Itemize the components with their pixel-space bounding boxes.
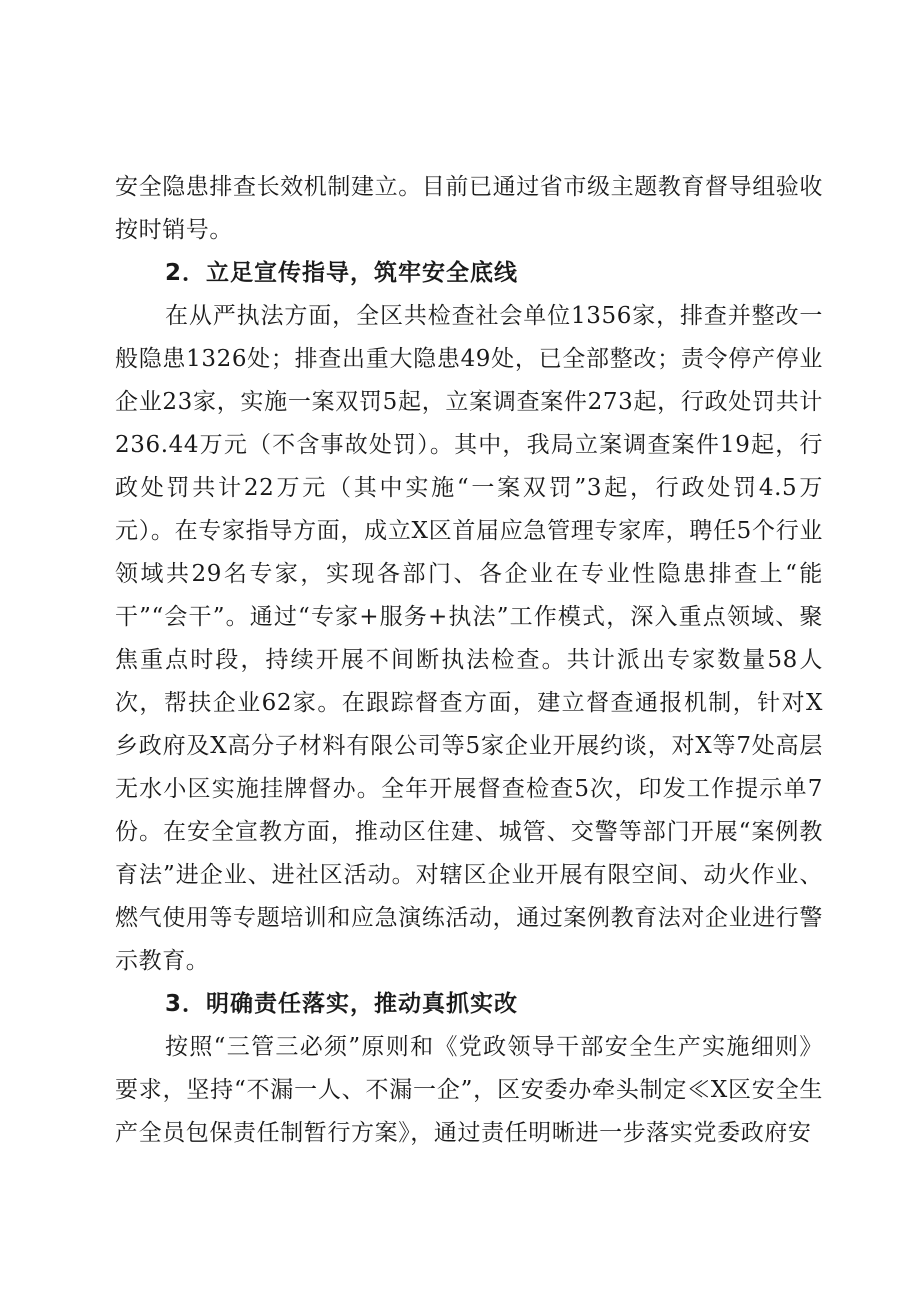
paragraph-section-2: 在从严执法方面，全区共检查社会单位1356家，排查并整改一般隐患1326处；排查出重大隐患49处，已全部整改；责令停产停业企业23家，实施一案双罚5起，立案调查案件273起，行政处罚共计236.44万元（不含事故处罚）。其中，我局立案调查案件19起，行政处罚共计22万元（其中实施“一案双罚”3起，行政处罚4.5万元）。在专家指导方面，成立X区首届应急管理专家库，聘任5个行业领域共29名专家，实现各部门、各企业在专业性隐患排查上“能干”“会干”。通过“专家+服务+执法”工作模式，深入重点领域、聚焦重点时段，持续开展不间断执法检查。共计派出专家数量58人次，帮扶企业62家。在跟踪督查方面，建立督查通报机制，针对X乡政府及X高分子材料有限公司等5家企业开展约谈，对X等7处高层无水小区实施挂牌督办。全年开展督查检查5次，印发工作提示单7份。在安全宣教方面，推动区住建、城管、交警等部门开展“案例教育法”进企业、进社区活动。对辖区企业开展有限空间、动火作业、燃气使用等专题培训和应急演练活动，通过案例教育法对企业进行警示教育。 <box>115 303 823 974</box>
document-body <box>115 166 823 1155</box>
section-heading-3: 3．明确责任落实，推动真抓实改 <box>165 991 519 1017</box>
paragraph-section-3: 按照“三管三必须”原则和《党政领导干部安全生产实施细则》要求，坚持“不漏一人、不漏一企”，区安委办牵头制定≪X区安全生产全员包保责任制暂行方案》，通过责任明晰进一步落实党委政府安 <box>115 1034 823 1146</box>
section-heading-2: 2．立足宣传指导，筑牢安全底线 <box>165 260 519 286</box>
paragraph-continuation: 安全隐患排查长效机制建立。目前已通过省市级主题教育督导组验收按时销号。 <box>115 174 823 243</box>
